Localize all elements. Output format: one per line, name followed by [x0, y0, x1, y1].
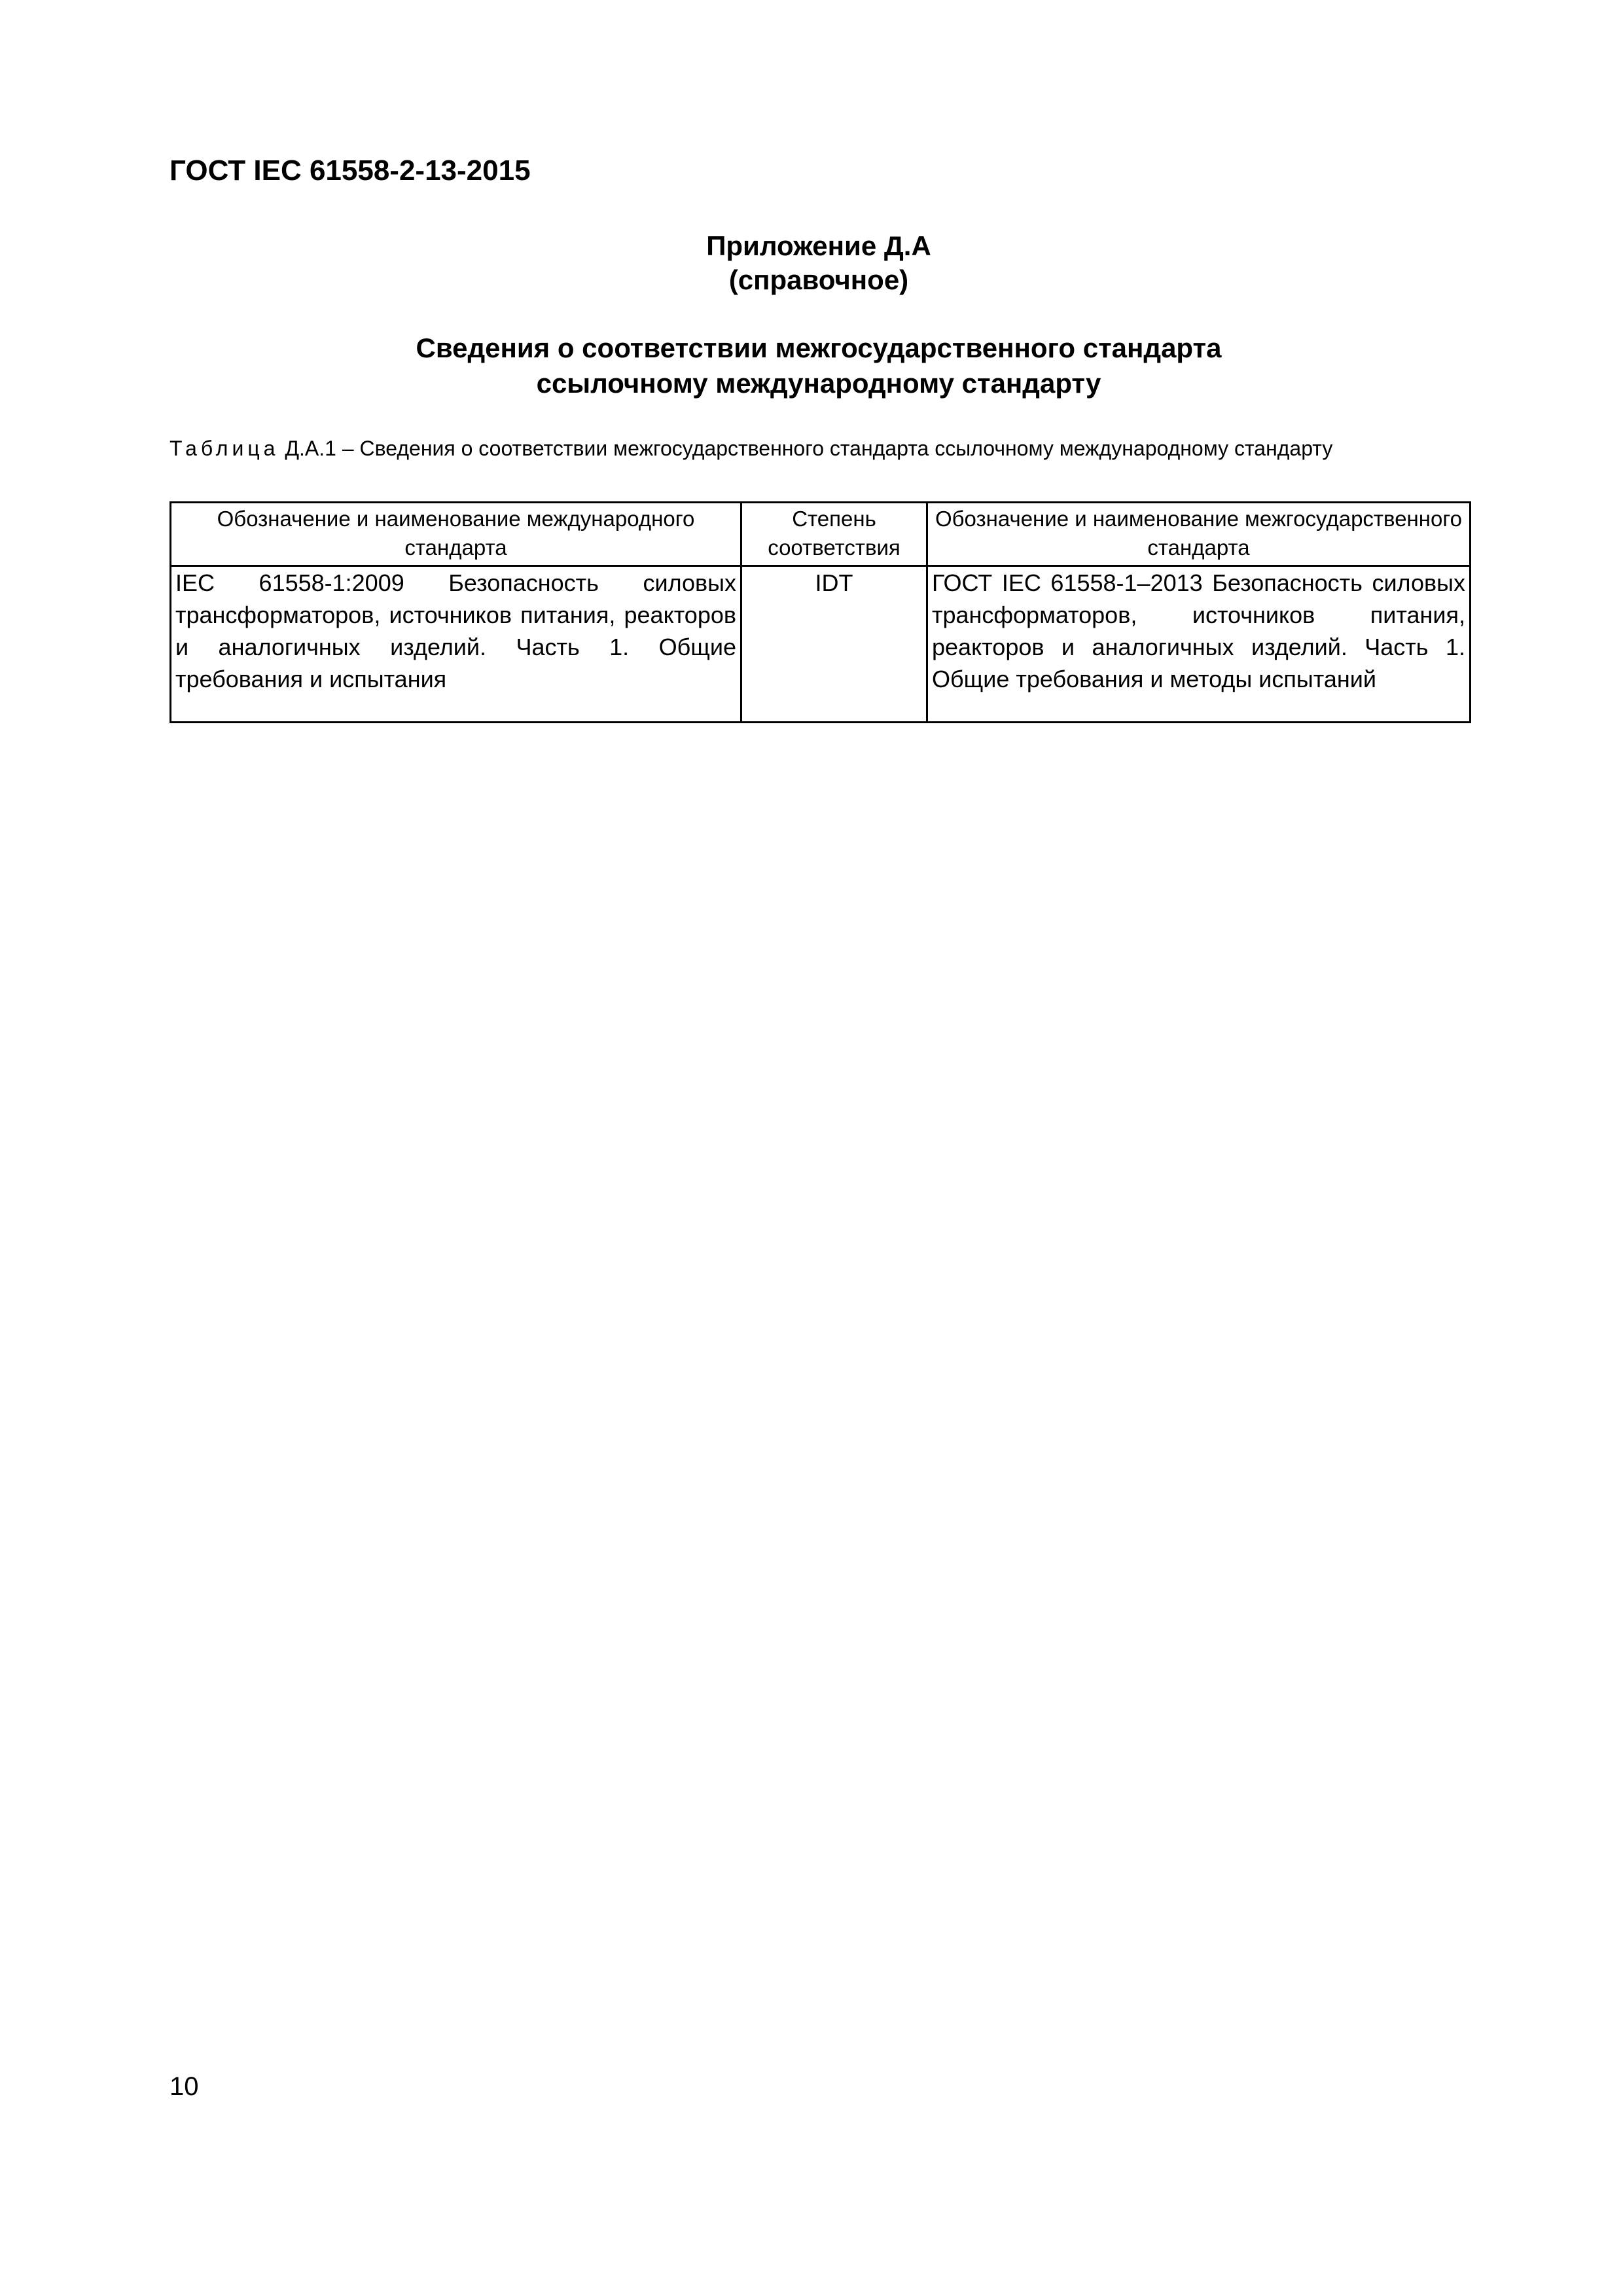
cell-interstate-standard: ГОСТ IEC 61558-1–2013 Безопасность силовых трансформаторов, источников питания, реакторов и аналогичных изделий. Часть 1. Общие требования и методы испытаний: [927, 566, 1471, 723]
table-caption-text: Д.А.1 – Сведения о соответствии межгосударственного стандарта ссылочному международному стандарту: [285, 437, 1333, 460]
table-caption: [169, 435, 1468, 462]
cell-degree: IDT: [741, 566, 927, 723]
correspondence-table: [169, 501, 1471, 723]
column-header-interstate: Обозначение и наименование межгосударственного стандарта: [927, 503, 1471, 566]
annex-heading-line2: ссылочному международному стандарту: [536, 368, 1101, 399]
table-caption-label: Таблица: [169, 437, 279, 460]
page-number: 10: [169, 2072, 199, 2101]
annex-type: (справочное): [728, 264, 909, 295]
column-header-international: Обозначение и наименование международного стандарта: [171, 503, 741, 566]
column-header-degree: Степень соответствия: [741, 503, 927, 566]
cell-international-standard: IEC 61558-1:2009 Безопасность силовых трансформаторов, источников питания, реакторов и аналогичных изделий. Часть 1. Общие требования и испытания: [171, 566, 741, 723]
annex-heading-line1: Сведения о соответствии межгосударственного стандарта: [416, 332, 1222, 363]
annex-title: Приложение Д.А: [706, 230, 931, 261]
table-header-row: [171, 503, 1471, 566]
document-code: ГОСТ IEC 61558-2-13-2015: [169, 154, 531, 187]
table-row: [171, 566, 1471, 723]
